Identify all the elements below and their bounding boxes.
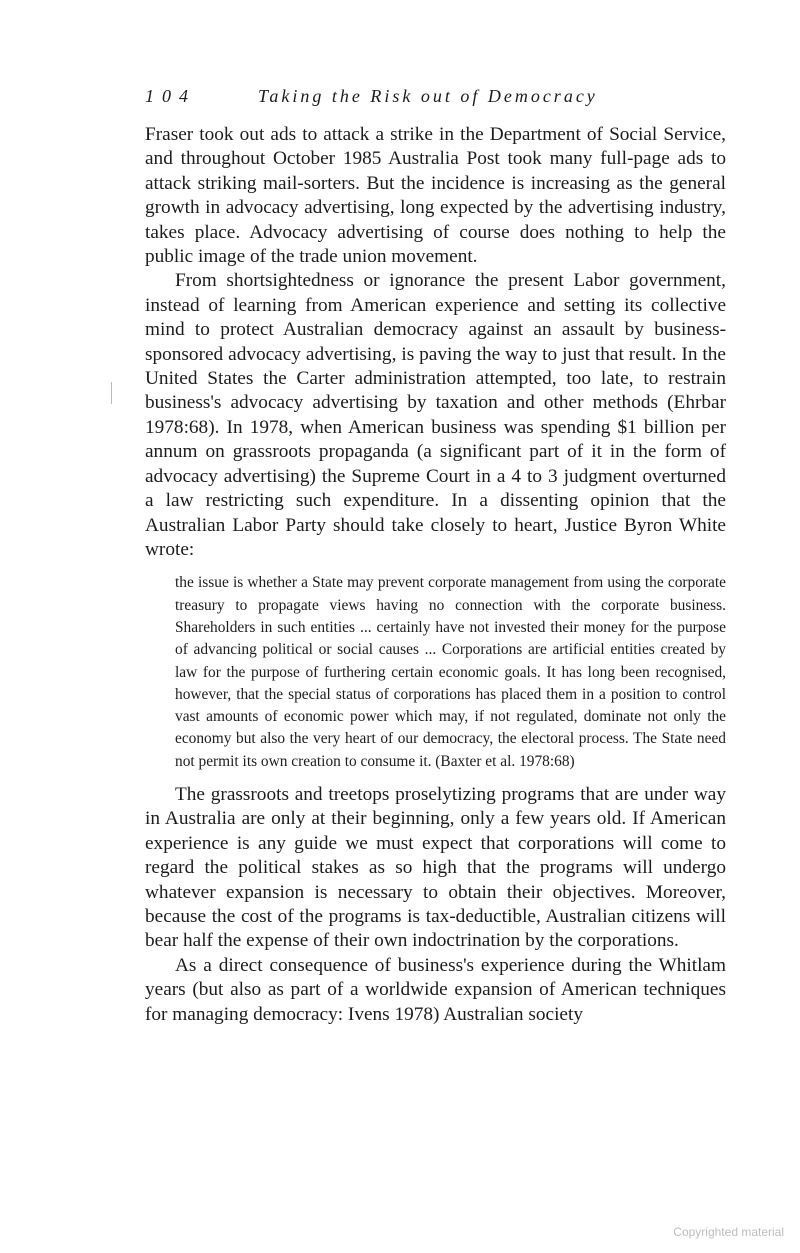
running-title: Taking the Risk out of Democracy [258,86,598,106]
page-body [145,123,726,1027]
paragraph-3: The grassroots and treetops proselytizing programs that are under way in Australia are only at their beginning, only a few years old. If American experience is any guide we must expect that corporations will come to regard the political stakes as so high that the programs will undergo whatever expansion is necessary to obtain their objectives. Moreover, because the cost of the programs is tax-deductible, Australian citizens will bear half the expense of their own indoctrination by the corporations. [145,783,726,952]
running-header [145,86,598,107]
paragraph-4: As a direct consequence of business's experience during the Whitlam years (but also as part of a worldwide expansion of American techniques for managing democracy: Ivens 1978) Australian society [145,954,726,1025]
paragraph-2: From shortsightedness or ignorance the present Labor government, instead of learning from American experience and setting its collective mind to protect Australian democracy against an assault by business-sponsored advocacy advertising, is paving the way to just that result. In the United States the Carter administration attempted, too late, to restrain business's advocacy advertising by taxation and other methods (Ehrbar 1978:68). In 1978, when American business was spending $1 billion per annum on grassroots propaganda (a significant part of it in the form of advocacy advertising) the Supreme Court in a 4 to 3 judgment overturned a law restricting such expenditure. In a dissenting opinion that the Australian Labor Party should take closely to heart, Justice Byron White wrote: [145,270,726,560]
paragraph-1: Fraser took out ads to attack a strike in the Department of Social Service, and throughout October 1985 Australia Post took many full-page ads to attack striking mail-sorters. But the incidence is increasing as the general growth in advocacy advertising, long expected by the advertising industry, takes place. Advocacy advertising of course does nothing to help the public image of the trade union movement. [145,124,726,268]
block-quote: the issue is whether a State may prevent corporate management from using the corporate treasury to propagate views having no connection with the corporate business. Shareholders in such entities ... certainly have not invested their money for the purpose of advancing political or social causes ... Corporations are artificial entities created by law for the purpose of furthering certain economic goals. It has long been recognised, however, that the special status of corporations has placed them in a position to control vast amounts of economic power which may, if not regulated, dominate not only the economy but also the very heart of our democracy, the electoral process. The State need not permit its own creation to consume it. (Baxter et al. 1978:68) [175,574,726,770]
margin-mark [111,382,112,404]
copyright-watermark: Copyrighted material [673,1225,784,1239]
page-number: 104 [145,86,196,106]
